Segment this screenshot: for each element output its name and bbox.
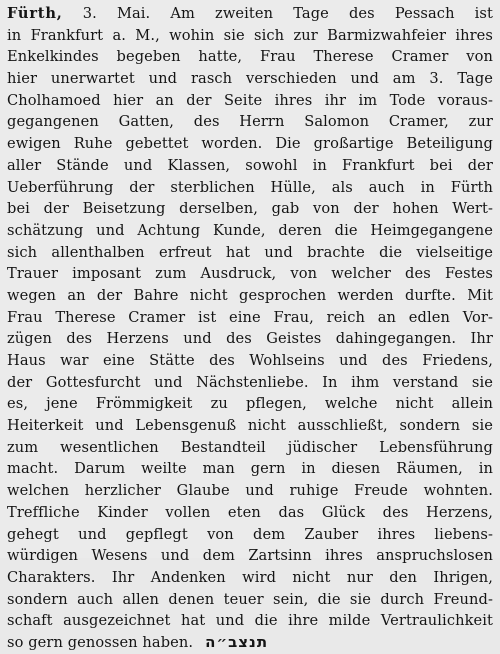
article-line-27: Charakters. Ihr Andenken wird nicht nur den Ihrigen,	[7, 568, 493, 586]
article-line-3: Enkelkindes begeben hatte, Frau Therese Cramer von	[7, 48, 493, 66]
article-line-1	[7, 3, 493, 25]
article-line-19: es, jene Frömmigkeit zu pflegen, welche nicht allein	[7, 395, 493, 413]
article-line-25: gehegt und gepflegt von dem Zauber ihres liebens-	[7, 525, 493, 543]
article-line-24: Treffliche Kinder vollen eten das Glück des Herzens,	[7, 503, 493, 521]
article-line-20: Heiterkeit und Lebensgenuß nicht ausschließt, sondern sie	[7, 417, 493, 435]
article-line-16: zügen des Herzens und des Geistes dahingegangen. Ihr	[7, 330, 493, 348]
article-line-29: schaft ausgezeichnet hat und die ihre milde Vertraulichkeit	[7, 612, 493, 630]
article-line-11: schätzung und Achtung Kunde, deren die Heimgegangene	[7, 221, 493, 239]
article-line-18: der Gottesfurcht und Nächstenliebe. In ihm verstand sie	[7, 373, 493, 391]
article-line-26: würdigen Wesens und dem Zartsinn ihres anspruchslosen	[7, 547, 493, 565]
article-line-6: gegangenen Gatten, des Herrn Salomon Cramer, zur	[7, 113, 493, 131]
article-line-1-text: 3. Mai. Am zweiten Tage des Pessach ist	[62, 5, 493, 22]
article-line-9: Ueberführung der sterblichen Hülle, als auch in Fürth	[7, 178, 493, 196]
article-line-10: bei der Beisetzung derselben, gab von der hohen Wert-	[7, 200, 493, 218]
article-line-13: Trauer imposant zum Ausdruck, von welcher des Festes	[7, 265, 493, 283]
obituary-article	[7, 3, 493, 654]
article-line-15: Frau Therese Cramer ist eine Frau, reich an edlen Vor-	[7, 308, 493, 326]
hebrew-closing-abbreviation: תנצב״ה	[205, 632, 269, 651]
article-line-7: ewigen Ruhe gebettet worden. Die großartige Beteiligung	[7, 135, 493, 153]
article-line-21: zum wesentlichen Bestandteil jüdischer Lebensführung	[7, 438, 493, 456]
article-line-8: aller Stände und Klassen, sowohl in Frankfurt bei der	[7, 156, 493, 174]
dateline-place: Fürth,	[7, 5, 63, 22]
article-line-22: macht. Darum weilte man gern in diesen Räumen, in	[7, 460, 493, 478]
article-line-28: sondern auch allen denen teuer sein, die sie durch Freund-	[7, 590, 493, 608]
article-line-30	[7, 632, 493, 654]
article-line-17: Haus war eine Stätte des Wohlseins und des Friedens,	[7, 352, 493, 369]
article-line-14: wegen an der Bahre nicht gesprochen werden durfte. Mit	[7, 286, 493, 304]
article-line-12: sich allenthalben erfreut hat und brachte die vielseitige	[7, 243, 493, 261]
article-line-2: in Frankfurt a. M., wohin sie sich zur Barmizwahfeier ihres	[7, 26, 493, 44]
article-line-23: welchen herzlicher Glaube und ruhige Freude wohnten.	[7, 482, 493, 500]
article-line-4: hier unerwartet und rasch verschieden und am 3. Tage	[7, 70, 493, 88]
article-line-5: Cholhamoed hier an der Seite ihres ihr im Tode voraus-	[7, 91, 493, 109]
article-line-30-text: so gern genossen haben.	[7, 633, 194, 651]
